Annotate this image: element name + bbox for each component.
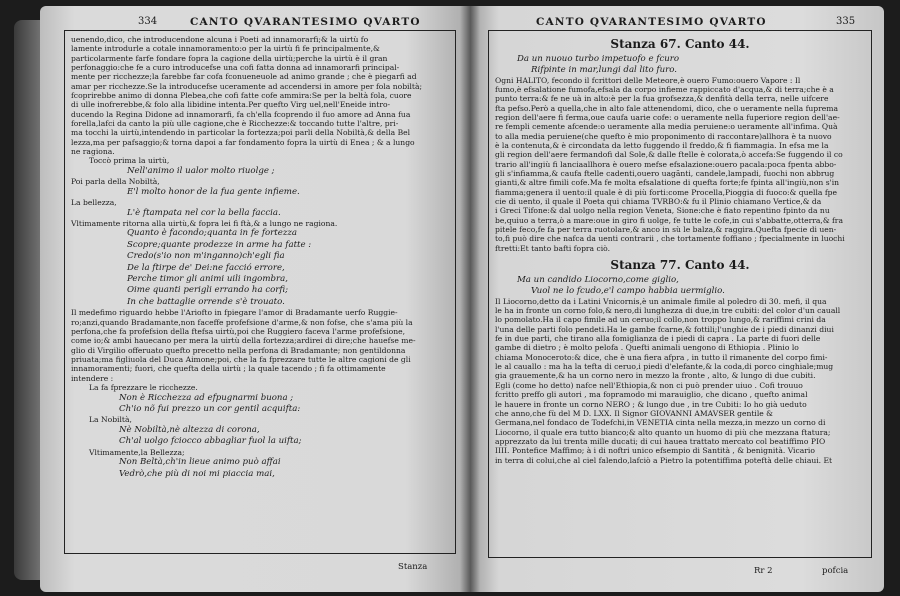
prose-line: Il Liocorno,detto da i Latini Vnicornis,è un animale fimile al poledro di 30. mefi, il qua	[495, 296, 827, 306]
prose-line: glio di Virgilio offeruato quefto precetto nella perfona di Bradamante; non gentildonna	[71, 345, 406, 355]
verse-line: Nell'animo il ualor molto riuolge ;	[127, 166, 275, 177]
prose-line: IIII. Pontefice Maffimo; à i di noftri unico efsempio di Santità , & benignità. Vicario	[495, 446, 815, 456]
prose-line: intendere :	[71, 373, 114, 383]
verse-line: Oime quanti perigli errando ha corfi;	[127, 285, 289, 296]
left-running-head: CANTO QVARANTESIMO QVARTO	[190, 16, 421, 28]
prose-line: cie di uento, il quale il Poeta qui chiama TVRBO:& fu il Plinio chiamano Vertice,& da	[495, 197, 822, 207]
prose-line: fta pefso.Però a quella,che in alto fale attenendomi, dico, che o ueramente nella fuprema	[495, 103, 838, 113]
left-verse-group	[71, 228, 449, 308]
prose-line: gianti,& altre fimili cofe.Ma fe molta efsalatione di quefta forte;fe fpinta all'ingiù,non s'in	[495, 178, 840, 188]
prose-line: Germana,nel fondaco de Todefchi,in VENETIA cinta nella mezza,in mezzo un corno di	[495, 418, 826, 428]
verse-line: In che battaglie orrende s'è trouato.	[127, 296, 285, 307]
verse-line: E'l molto honor de la fua gente infieme.	[127, 186, 300, 197]
verse-quote: Rifpinte in mar,lungi dal lito furo.	[531, 64, 677, 75]
prose-line: Poi parla della Nobiltà,	[71, 177, 160, 187]
right-commentary-2	[495, 297, 865, 465]
prose-line: le hauere in fronte un corno NERO ; & lungo due , in tre Cubiti: Io ho già ueduto	[495, 399, 807, 409]
prose-line: lezza,ma per pafsaggio;& torna dapoi a far fondamento fopra la uirtù di Enea ; & a lungo	[71, 137, 415, 147]
prose-line: le al cauallo : ma ha la tefta di ceruo,i piedi d'elefante,& la coda,di porco cinghiale;mug	[495, 362, 834, 372]
prose-line: di ulle inofrerebbe,& folo alla libidine intenta.Per quefto Virg uel,nell'Eneide intro-	[71, 100, 391, 110]
left-prose-b	[71, 308, 449, 383]
prose-line: Toccò prima la uirtù,	[89, 156, 170, 166]
prose-line: La Nobiltà,	[89, 415, 132, 425]
verse-line: De la ftirpe de' Dei:ne facció errore,	[127, 262, 285, 273]
prose-line: in terra di colui,che al ciel falendo,lafciò a Pietro la potentiffima poteftà delle chiaui. Et	[495, 455, 833, 465]
prose-line: lo pomolato.Ha il capo fimile ad un ceruo;il collo,non troppo lungo,& rariffimi crini da	[495, 315, 826, 325]
prose-line: priuata;ma figliuola del Duca Aimone;poi, che la fa fprezzare tutte le altre cagioni de gli	[71, 354, 411, 364]
prose-line: amar per ricchezze.Se la introducefse uceramente ad accendersi in amore per fola nobiltà;	[71, 81, 423, 91]
prose-line: che anno,che fù del M D. LXX. Il Signor GIOVANNI AMAVSER gentile &	[495, 408, 773, 418]
verse-line: Non Beltà,ch'in lieue animo può affai	[119, 457, 281, 468]
prose-line: gli region dell'aere fermandofi dal Sole,& dalle ftelle è colorata,ò accefa:Se fuggendo il co	[495, 150, 843, 160]
prose-line: l'una delle parti folo pendeti.Ha le gambe fcarne,& fottili;l'unghie de i piedi dinanzi diui	[495, 324, 834, 334]
left-prose-a	[71, 35, 449, 156]
verse-line: Nè Nobiltà,nè altezza di corona,	[119, 424, 260, 435]
prose-line: fiamma;genera il uento:il quale è di più forti:come Procella,Pioggia di fuoco:& quella fpe	[495, 187, 837, 197]
left-page	[40, 6, 470, 592]
verse-line: Non è Ricchezza ad efpugnarmi buona ;	[119, 392, 294, 403]
verse-quote: Ma un candido Liocorno,come giglio,	[517, 275, 679, 286]
prose-line: i Greci Tifone:& dal uolgo nella region Veneta, Sione:che è fiato repentino fpinto da nu	[495, 206, 830, 216]
prose-line: innamoramenti; fuori, che quefta della uirtù ; la quale tacendo ; fi fa ottimamente	[71, 364, 386, 374]
prose-line: La bellezza,	[71, 198, 117, 208]
prose-line: forella,lafci da canto la più ulle cagione,che è Ricchezze:& toccando tutte l'altre, pri-	[71, 119, 399, 129]
prose-line: region dell'aere fi ferma,oue caufa uarie cofe: o ueramente nella fuperiore region dell'ae-	[495, 112, 840, 122]
prose-line: chiama Monoceroto:& dice, che è una fiera afpra , in tutto il rimanente del corpo fimi-	[495, 352, 828, 362]
prose-line: Liocorno, il quale era tutto bianco;& alto quanto un huomo di più che mezzana ftatura;	[495, 427, 831, 437]
prose-line: be,quiuo a terra,ò a mare:oue in giro fi uolge, fe tutte le cofe,in cui s'abbatte,otterra,& fra	[495, 215, 843, 225]
verse-line: Perche timor gli animi uili ingombra,	[127, 273, 288, 284]
verse-line: Vedrò,che più di noi mi piaccia mai,	[119, 468, 275, 479]
prose-line: fe in due parti, che tirano alla fomiglianza de i piedi di capra . La parte di fuori delle	[495, 334, 821, 344]
prose-line: particolarmente farfe fondare fopra la cagione della uirtù;perche la uirtù è il gran	[71, 53, 388, 63]
verse-line: Ch'al uolgo fciocco abbagliar fuol la uifta;	[119, 436, 302, 447]
prose-line: perfonaggio:che fe a curo introducefse una cofi fatta donna ad innamorarfi principal-	[71, 63, 400, 73]
left-text-block	[64, 30, 456, 554]
prose-line: mente per ricchezze;la farebbe far cofa fconueneuole ad animo grande ; che è piegarfi ad	[71, 72, 417, 82]
open-book	[14, 6, 892, 592]
prose-line: ro;anzi,quando Bradamante,non faceffe profefsione d'arme,& non fofse, che s'ama più la	[71, 317, 413, 327]
verse-quote: Da un nuouo turbo impetuofo e fcuro	[517, 54, 680, 64]
prose-line: fcoprirebbe animo di donna Plebea,che cofi fatte cofe ammira:Se per la beltà fola, cuore	[71, 91, 412, 101]
prose-line: ducendo la Regina Didone ad innamorarfi, fa ch'ella fcoprendo il fuo amore ad Anna fua	[71, 109, 411, 119]
prose-line: ftretti:Et tanto bafti fopra ciò.	[495, 243, 611, 253]
prose-line: gambe di dietro ; è molto pelofa . Quefti animali uengono di Ethiopia . Plinio lo	[495, 343, 799, 353]
prose-line: Vltimamente,la Bellezza;	[89, 447, 185, 457]
prose-line: perfona,che fa profefsion della ftefsa uirtù,poi che Ruggiero faceva l'arme profefsione,	[71, 326, 406, 336]
prose-line: re fempli cemente afcende:o ueramente alla media peruiene:o ueramente all'infima. Quà	[495, 122, 838, 132]
prose-line: ne ragiona.	[71, 147, 115, 157]
right-running-head: CANTO QVARANTESIMO QVARTO	[536, 16, 767, 28]
right-commentary-1	[495, 76, 865, 254]
prose-line: come io;& ambi hauecano per mera la uirtù della fortezza;ardirei di dire;che hauefse me-	[71, 336, 416, 346]
prose-line: Ogni HALITO, fecondo il fcrittori delle Meteore,è ouero Fumo:ouero Vapore : Il	[495, 75, 801, 85]
prose-line: punto terra:& fe ne uà in alto:è per la fua grofsezza,& denfità della terra, nelle uifcere	[495, 94, 829, 104]
prose-line: fcritto preffo gli autori , ma fopramodo mi marauiglio, che dicano , quefto animal	[495, 390, 808, 400]
book-gutter	[460, 6, 480, 592]
right-catchword: pofcia	[822, 566, 849, 576]
prose-line: Egli (come ho detto) nafce nell'Ethiopia,& non ci può prender uiuo . Cofi trouuo	[495, 380, 803, 390]
prose-line: lamente introdurle a cotale innamoramento:o per la uirtù fi fe principalmente,&	[71, 44, 380, 54]
left-folio: 334	[138, 16, 158, 27]
verse-line: Credo(s'io non m'inganno)ch'egli fia	[127, 251, 285, 262]
verse-line: Quanto è facondo;quanta in fe fortezza	[127, 228, 298, 239]
prose-line: fumo,è efsalatione fumofa,efsala da corpo infieme rappiccato d'acqua,& di terra;che è a	[495, 84, 834, 94]
prose-line: Vltimamente ritorna alla uirtù,& fopra lei fi ftà,& a lungo ne ragiona.	[71, 218, 338, 228]
left-catchword: Stanza	[398, 562, 428, 572]
prose-line: ma tocchi la uirtù,intendendo in particolar la fortezza;poi parli della Nobiltà,& della Bel	[71, 128, 411, 138]
prose-line: to,fi può dire che nafca da uenti contrarii , che tortamente foffiano ; fpecialmente in luochi	[495, 234, 845, 244]
right-text-block	[488, 30, 872, 558]
prose-line: gli s'infiamma,& caufa ftelle cadenti,ouero uagãnti, candele,lampadi, fuochi non abbrug	[495, 169, 835, 179]
verse-line: L'è ftampata nel cor la bella faccia.	[127, 207, 281, 218]
prose-line: Il medefimo riguardo hebbe l'Ariofto in fpiegare l'amor di Bradamante uerfo Ruggie-	[71, 308, 398, 318]
signature-mark: Rr 2	[754, 566, 773, 576]
prose-line: è la contenuta,& è circondata da letto fuggendo il freddo,& fi fiammagia. In efsa me la	[495, 141, 829, 150]
right-page	[470, 6, 884, 592]
prose-line: apprezzato da lui trenta mille ducati; di cui hauea trattato mercato col beatiffimo PIO	[495, 436, 826, 446]
right-folio: 335	[836, 16, 856, 27]
prose-line: La fa fprezzare le ricchezze.	[89, 382, 198, 392]
prose-line: trario all'ingiù fi lanciaallhora è ouero mefse efsalazione:ouero pacala:poca fpenta abbo-	[495, 159, 837, 169]
stanza-heading-2: Stanza 77. Canto 44.	[610, 258, 750, 273]
verse-line: Ch'io nõ fui prezzo un cor gentil acquifta:	[119, 403, 301, 414]
verse-quote: Vuol ne lo fcudo,e'l campo habbia uermiglio.	[531, 285, 725, 296]
prose-line: to alla media peruiene(che quefto è mio proponimento di raccontare)allhora è ta nuovo	[495, 131, 832, 141]
prose-line: pitele feco,fe fa per terra ruotolare,& anco in sù le balza,& raggira.Quefta fpecie di uen-	[495, 225, 837, 235]
prose-line: gia grauemente,& ha un corno nero in mezzo la fronte , alto, & lungo di due cubiti.	[495, 371, 816, 381]
prose-line: uenendo,dico, che introducendone alcuna i Poeti ad innamorarfi;& la uirtù fo	[71, 35, 369, 44]
verse-line: Scopre;quante prodezze in arme ha fatte :	[127, 239, 312, 250]
prose-line: le ha in fronte un corno folo,& nero,di lunghezza di due,in tre cubiti: del color d'un cauall	[495, 306, 841, 316]
stanza-heading-1: Stanza 67. Canto 44.	[610, 37, 750, 51]
